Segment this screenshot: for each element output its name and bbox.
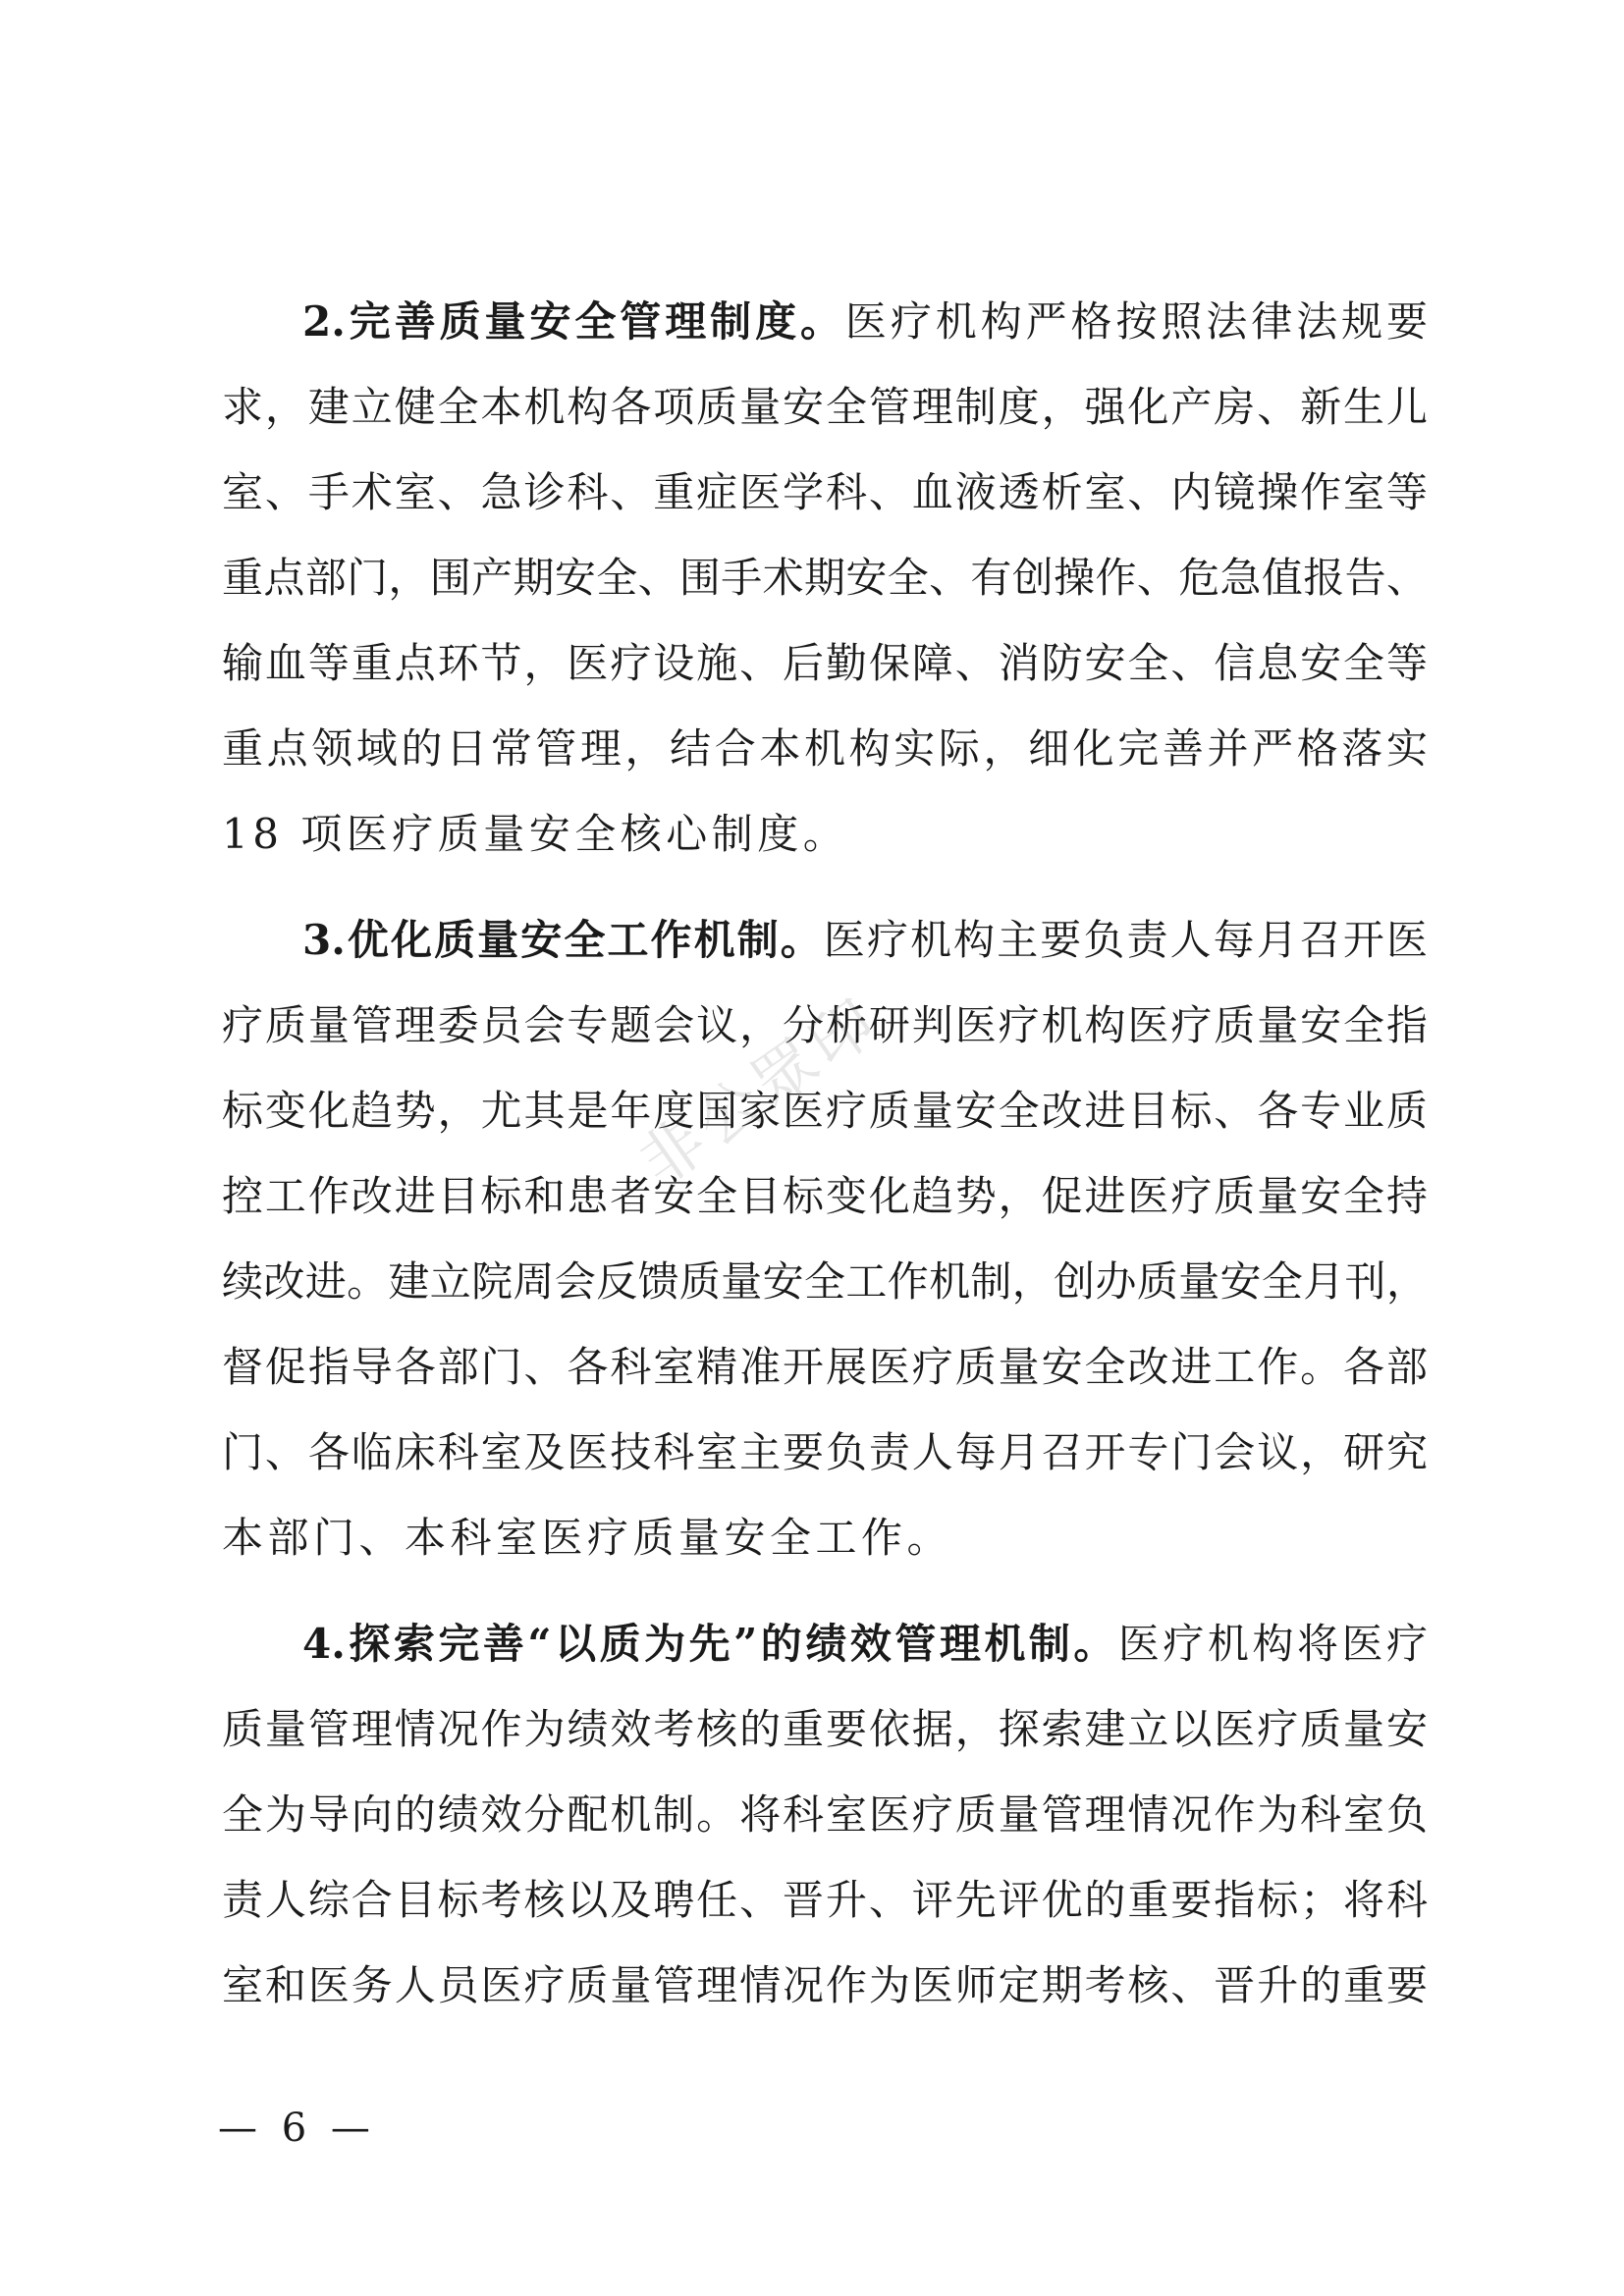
paragraph-4-line-1 — [302, 1608, 1428, 1681]
paragraph-2-line-5: 输血等重点环节，医疗设施、后勤保障、消防安全、信息安全等 — [222, 639, 1428, 687]
paragraph-4-line-2: 质量管理情况作为绩效考核的重要依据，探索建立以医疗质量安 — [222, 1705, 1428, 1753]
paragraph-3-line-8: 本部门、本科室医疗质量安全工作。 — [222, 1514, 953, 1562]
paragraph-3-line-1 — [302, 904, 1428, 977]
page-number: — 6 — — [218, 2106, 376, 2151]
paragraph-3-line-7: 门、各临床科室及医技科室主要负责人每月召开专门会议，研究 — [222, 1428, 1428, 1476]
paragraph-4-line-5: 室和医务人员医疗质量管理情况作为医师定期考核、晋升的重要 — [222, 1961, 1428, 2009]
paragraph-3-line-2: 疗质量管理委员会专题会议，分析研判医疗机构医疗质量安全指 — [222, 1001, 1428, 1049]
paragraph-2-line-1 — [302, 286, 1428, 358]
paragraph-3-line-3: 标变化趋势，尤其是年度国家医疗质量安全改进目标、各专业质 — [222, 1087, 1428, 1135]
paragraph-3-line-4: 控工作改进目标和患者安全目标变化趋势，促进医疗质量安全持 — [222, 1172, 1428, 1220]
paragraph-2-line-4: 重点部门，围产期安全、围手术期安全、有创操作、危急值报告、 — [222, 554, 1428, 602]
paragraph-3-text: 医疗机构主要负责人每月召开医 — [823, 916, 1428, 964]
paragraph-3-line-6: 督促指导各部门、各科室精准开展医疗质量安全改进工作。各部 — [222, 1343, 1428, 1391]
paragraph-4-heading: 4.探索完善“以质为先”的绩效管理机制。 — [302, 1620, 1118, 1668]
paragraph-2-line-2: 求，建立健全本机构各项质量安全管理制度，强化产房、新生儿 — [222, 383, 1428, 431]
watermark: 非公眾印 — [626, 983, 894, 1201]
paragraph-2-line-7: 18 项医疗质量安全核心制度。 — [222, 810, 849, 858]
paragraph-4-text: 医疗机构将医疗 — [1117, 1620, 1428, 1668]
paragraph-2-heading: 2.完善质量安全管理制度。 — [302, 297, 845, 346]
paragraph-4-line-4: 责人综合目标考核以及聘任、晋升、评先评优的重要指标；将科 — [222, 1876, 1428, 1924]
paragraph-3-heading: 3.优化质量安全工作机制。 — [302, 916, 824, 964]
paragraph-2-line-3: 室、手术室、急诊科、重症医学科、血液透析室、内镜操作室等 — [222, 468, 1428, 516]
paragraph-4-line-3: 全为导向的绩效分配机制。将科室医疗质量管理情况作为科室负 — [222, 1790, 1428, 1839]
paragraph-2-text: 医疗机构严格按照法律法规要 — [844, 297, 1428, 346]
paragraph-2-line-6: 重点领域的日常管理，结合本机构实际，细化完善并严格落实 — [222, 724, 1428, 773]
paragraph-3-line-5: 续改进。建立院周会反馈质量安全工作机制，创办质量安全月刊， — [222, 1257, 1428, 1306]
